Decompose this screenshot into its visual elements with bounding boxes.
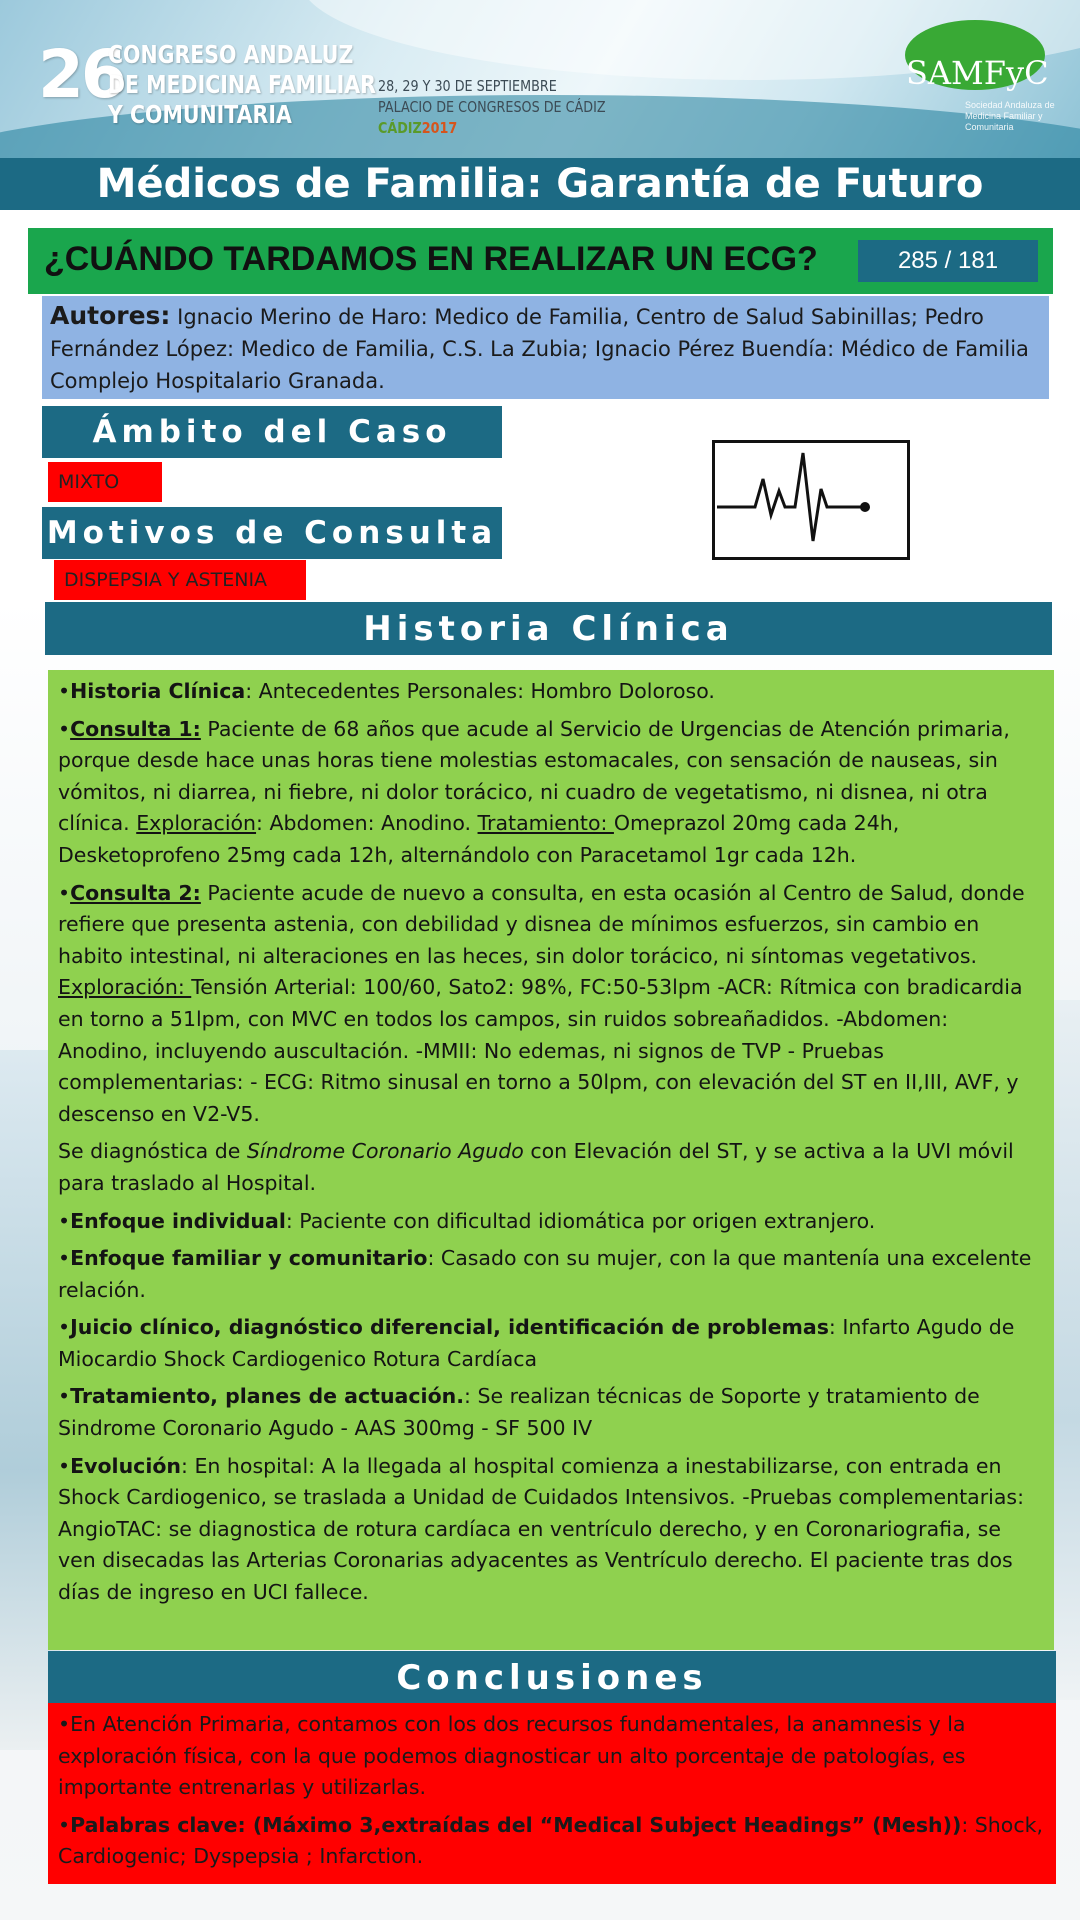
enfoque-familiar-text: : Casado con su mujer, con la que mantenía una excelente relación. <box>58 1246 1032 1302</box>
congress-title-line-3: Y COMUNITARIA <box>108 100 292 129</box>
diagnostico-text-a: Se diagnóstica de <box>58 1139 247 1164</box>
historia-paragraph-diagnostico <box>58 1136 1044 1199</box>
section-ambito-title: Ámbito del Caso <box>92 414 452 450</box>
conclusion-paragraph-keywords: •Palabras clave: (Máximo 3,extraídas del “Medical Subject Headings” (Mesh)): Shock, Cardiogenic; Dyspepsia ; Infarction. <box>58 1812 1044 1869</box>
historia-clinica-body <box>48 670 1054 1650</box>
congress-title <box>108 40 376 130</box>
congress-city: CÁDIZ <box>378 119 422 137</box>
enfoque-individual-text: : Paciente con dificultad idiomática por origen extranjero. <box>285 1208 876 1233</box>
historia-paragraph-evolucion: •Evolución: En hospital: A la llegada al hospital comienza a inestabilizarse, con entrada en Shock Cardiogenico, se traslada a Unidad de Cuidados Intensivos. -Pruebas complementarias: AngioTAC: se diagnostica de rotura cardíaca en ventrículo derecho, y en Coronariografia, se ven disecadas las Arterias Coronarias adyacentes as Ventrículo derecho. El paciente tras dos días de ingreso en UCI fallece. <box>58 1453 1024 1605</box>
section-historia-title: Historia Clínica <box>363 608 734 649</box>
conclusion-paragraph-1: •En Atención Primaria, contamos con los dos recursos fundamentales, la anamnesis y la exploración física, con la que podemos diagnosticar un alto porcentaje de patologías, es importante entrenarlas y utilizarlas. <box>58 1712 966 1800</box>
consulta-1-text-c: Omeprazol 20mg cada 24h, Desketoprofeno 25mg cada 12h, alternándolo con Paracetamol 1gr cada 12h. <box>58 811 900 867</box>
evolucion-label: Evolución <box>70 1453 182 1478</box>
ambito-value: MIXTO <box>58 471 120 493</box>
historia-paragraph-enfoque-individual: •Enfoque individual: Paciente con dificultad idiomática por origen extranjero. <box>58 1208 876 1233</box>
consulta-2-text-b: Tensión Arterial: 100/60, Sato2: 98%, FC:50-53lpm -ACR: Rítmica con bradicardia en torno a 51lpm, con MVC en todos los campos, sin ruidos sobreañadidos. -Abdomen: Anodino, incluyendo auscultación. -MMII: No edemas, ni signos de TVP - Pruebas complementarias: - ECG: Ritmo sinusal en torno a 50lpm, con elevación del ST en II,III, AVF, y descenso en V2-V5. <box>58 975 1023 1126</box>
consulta-2-text-a: Paciente acude de nuevo a consulta, en esta ocasión al Centro de Salud, donde refiere que presenta astenia, con debilidad y disnea de mínimos esfuerzos, sin cambio en habito intestinal, ni alteraciones en las heces, sin dolor torácico, ni síntomas vegetativos. <box>58 880 1025 968</box>
juicio-clinico-label: Juicio clínico, diagnóstico diferencial, identificación de problemas <box>70 1315 829 1340</box>
congress-header <box>0 0 1080 158</box>
authors-text: Ignacio Merino de Haro: Medico de Familia, Centro de Salud Sabinillas; Pedro Fernández López: Medico de Familia, C.S. La Zubia; Ignacio Pérez Buendía: Médico de Familia Complejo Hospitalario Granada. <box>50 305 1029 393</box>
section-conclusiones-title: Conclusiones <box>396 1657 708 1698</box>
ecg-monitor-icon <box>712 440 910 560</box>
diagnostico-text-b: con Elevación del ST, y se activa a la UVI móvil para traslado al Hospital. <box>58 1139 1014 1195</box>
consulta-1-text-b: : Abdomen: Anodino. <box>256 811 478 836</box>
section-motivos-title: Motivos de Consulta <box>46 515 498 551</box>
samfyc-logo-subtitle: Sociedad Andaluza de Medicina Familiar y Comunitaria <box>965 100 1055 132</box>
motivos-value: DISPEPSIA Y ASTENIA <box>64 569 268 591</box>
samfyc-logo-text: SAMFyC <box>906 54 1049 92</box>
congress-venue: PALACIO DE CONGRESOS DE CÁDIZ <box>378 98 606 116</box>
consulta-1-exploracion-label: Exploración <box>136 811 257 836</box>
diagnostico-italic: Síndrome Coronario Agudo <box>246 1139 524 1164</box>
historia-text: : Antecedentes Personales: Hombro Doloroso. <box>245 679 715 703</box>
congress-title-line-2: DE MEDICINA FAMILIAR <box>108 70 376 99</box>
consulta-1-tratamiento-label: Tratamiento: <box>477 811 614 836</box>
consulta-2-label: Consulta 2: <box>70 880 201 905</box>
section-ambito-header <box>42 406 502 458</box>
keywords-label: Palabras clave: (Máximo 3,extraídas del “Medical Subject Headings” (Mesh)) <box>70 1812 962 1837</box>
poster-code-badge: 285 / 181 <box>858 240 1038 282</box>
congress-info <box>378 76 606 139</box>
main-banner-title: Médicos de Familia: Garantía de Futuro <box>96 161 984 207</box>
juicio-clinico-text: : Infarto Agudo de Miocardio Shock Cardiogenico Rotura Cardíaca <box>58 1315 1015 1371</box>
tratamiento-text: : Se realizan técnicas de Soporte y tratamiento de Sindrome Coronario Agudo - AAS 300mg - SF 500 IV <box>58 1384 980 1441</box>
historia-paragraph-enfoque-familiar: •Enfoque familiar y comunitario: Casado con su mujer, con la que mantenía una excelente relación. <box>58 1246 1032 1302</box>
historia-paragraph-juicio-clinico: •Juicio clínico, diagnóstico diferencial, identificación de problemas: Infarto Agudo de Miocardio Shock Cardiogenico Rotura Cardíaca <box>58 1315 1015 1371</box>
historia-paragraph-antecedentes: •Historia Clínica: Antecedentes Personales: Hombro Doloroso. <box>58 679 715 703</box>
background-decoration-right <box>1050 1000 1080 1700</box>
congress-year: 2017 <box>421 119 458 137</box>
section-historia-header <box>45 602 1052 655</box>
main-banner <box>0 158 1080 210</box>
consulta-2-exploracion-label: Exploración: <box>58 975 192 1000</box>
section-motivos-header <box>42 507 502 559</box>
historia-paragraph-consulta-1: •Consulta 1: Paciente de 68 años que acude al Servicio de Urgencias de Atención primaria, porque desde hace unas horas tiene molestias estomacales, con sensación de nauseas, sin vómitos, ni diarrea, ni fiebre, ni dolor torácico, ni cuadro de vegetatismo, ni disnea, ni otra clínica. Exploración: Abdomen: Anodino. Tratamiento: Omeprazol 20mg cada 24h, Desketoprofeno 25mg cada 12h, alternándolo con Paracetamol 1gr cada 12h. <box>58 716 1010 867</box>
section-conclusiones-header <box>48 1651 1056 1704</box>
congress-city-year <box>378 118 606 139</box>
ecg-trace-icon <box>715 443 907 557</box>
congress-dates: 28, 29 Y 30 DE SEPTIEMBRE <box>378 77 557 95</box>
historia-paragraph-tratamiento: •Tratamiento, planes de actuación.: Se realizan técnicas de Soporte y tratamiento de Sindrome Coronario Agudo - AAS 300mg - SF 500 IV <box>58 1384 980 1441</box>
keywords-text: : Shock, Cardiogenic; Dyspepsia ; Infarction. <box>58 1812 1044 1869</box>
congress-title-line-1: CONGRESO ANDALUZ <box>108 40 354 69</box>
evolucion-text: : En hospital: A la llegada al hospital comienza a inestabilizarse, con entrada en Shock Cardiogenico, se traslada a Unidad de Cuidados Intensivos. -Pruebas complementarias: AngioTAC: se diagnostica de rotura cardíaca en ventrículo derecho, y en Coronariografia, se ven disecadas las Arterias Coronarias adyacentes as Ventrículo derecho. El paciente tras dos días de ingreso en UCI fallece. <box>58 1453 1024 1605</box>
poster-title-bar <box>28 228 1053 294</box>
consulta-1-text-a: Paciente de 68 años que acude al Servicio de Urgencias de Atención primaria, porque desde hace unas horas tiene molestias estomacales, con sensación de nauseas, sin vómitos, ni diarrea, ni fiebre, ni dolor torácico, ni cuadro de vegetatismo, ni disnea, ni otra clínica. <box>58 716 1010 836</box>
historia-paragraph-consulta-2: •Consulta 2: Paciente acude de nuevo a consulta, en esta ocasión al Centro de Salud, donde refiere que presenta astenia, con debilidad y disnea de mínimos esfuerzos, sin cambio en habito intestinal, ni alteraciones en las heces, sin dolor torácico, ni síntomas vegetativos. Exploración: Tensión Arterial: 100/60, Sato2: 98%, FC:50-53lpm -ACR: Rítmica con bradicardia en torno a 51lpm, con MVC en todos los campos, sin ruidos sobreañadidos. -Abdomen: Anodino, incluyendo auscultación. -MMII: No edemas, ni signos de TVP - Pruebas complementarias: - ECG: Ritmo sinusal en torno a 50lpm, con elevación del ST en II,III, AVF, y descenso en V2-V5. <box>58 880 1025 1126</box>
ambito-value-tag <box>48 462 162 502</box>
authors-label: Autores: <box>50 301 171 330</box>
conclusion-1-text: En Atención Primaria, contamos con los dos recursos fundamentales, la anamnesis y la exploración física, con la que podemos diagnosticar un alto porcentaje de patologías, es importante entrenarlas y utilizarlas. <box>58 1712 966 1800</box>
consulta-1-label: Consulta 1: <box>70 716 201 741</box>
authors-box <box>42 296 1049 399</box>
conclusiones-body <box>48 1703 1056 1884</box>
poster-title: ¿CUÁNDO TARDAMOS EN REALIZAR UN ECG? <box>44 240 818 278</box>
tratamiento-label: Tratamiento, planes de actuación. <box>70 1384 465 1409</box>
historia-label: Historia Clínica <box>70 679 246 703</box>
congress-number: 26 <box>38 36 124 113</box>
enfoque-individual-label: Enfoque individual <box>70 1208 286 1233</box>
motivos-value-tag <box>54 560 306 600</box>
enfoque-familiar-label: Enfoque familiar y comunitario <box>70 1246 428 1271</box>
